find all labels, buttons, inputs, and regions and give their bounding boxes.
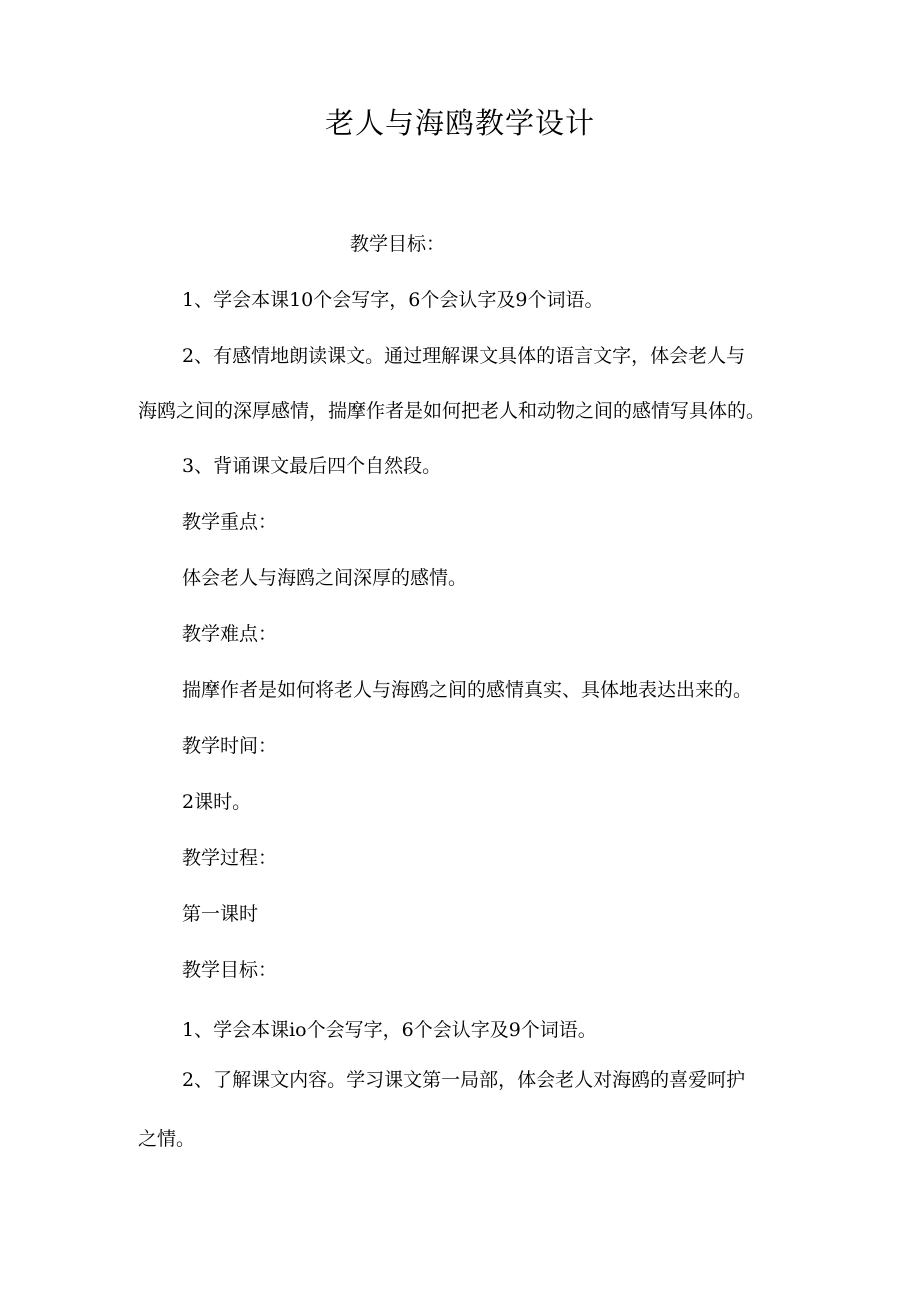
- paragraph: 教学目标：: [182, 959, 278, 981]
- paragraph: 海鸥之间的深厚感情，揣摩作者是如何把老人和动物之间的感情写具体的。: [138, 400, 766, 422]
- paragraph: 1、学会本课io个会写字，6个会认字及9个词语。: [182, 1019, 597, 1041]
- paragraph: 教学时间：: [182, 735, 278, 757]
- paragraph: 教学目标：: [350, 233, 446, 255]
- paragraph: 2、有感情地朗读课文。通过理解课文具体的语言文字，体会老人与: [182, 345, 746, 367]
- document-title: 老人与海鸥教学设计: [324, 106, 595, 140]
- paragraph: 第一课时: [182, 903, 259, 925]
- paragraph: 3、背诵课文最后四个自然段。: [182, 455, 442, 477]
- paragraph: 教学过程：: [182, 847, 278, 869]
- paragraph: 教学难点：: [182, 623, 278, 645]
- paragraph: 2、了解课文内容。学习课文第一局部，体会老人对海鸥的喜爱呵护: [182, 1069, 746, 1091]
- paragraph: 体会老人与海鸥之间深厚的感情。: [182, 567, 468, 589]
- paragraph: 2课时。: [182, 791, 252, 813]
- paragraph: 1、学会本课10个会写字，6个会认字及9个词语。: [182, 289, 604, 311]
- paragraph: 之情。: [138, 1128, 196, 1150]
- paragraph: 揣摩作者是如何将老人与海鸥之间的感情真实、具体地表达出来的。: [182, 679, 753, 701]
- paragraph: 教学重点：: [182, 511, 278, 533]
